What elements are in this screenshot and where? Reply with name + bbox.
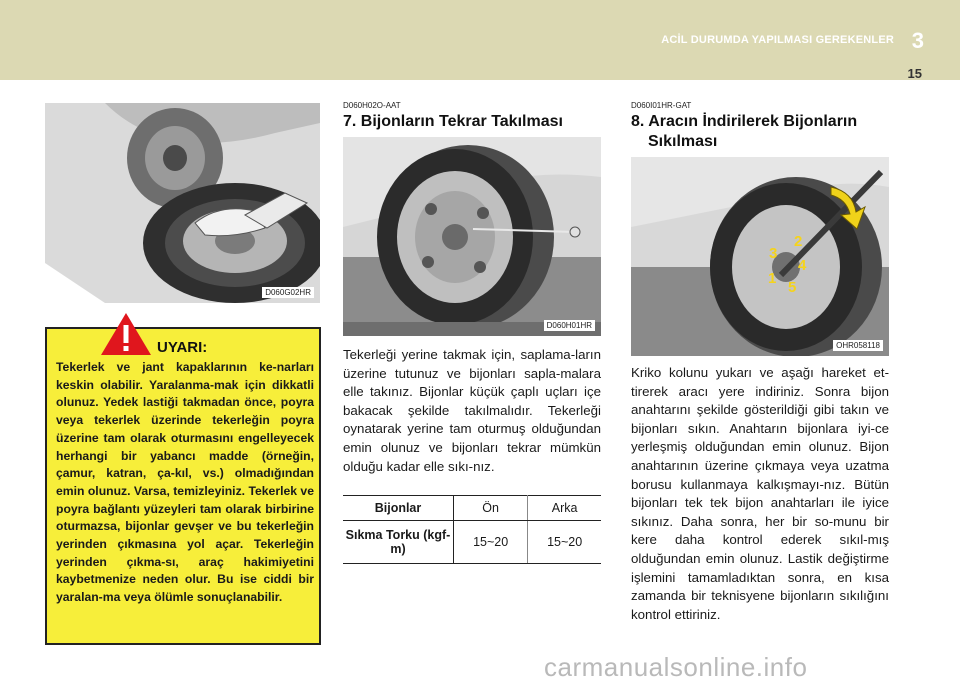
page-number: 15 xyxy=(907,66,922,81)
spare-tire-illustration xyxy=(45,103,320,303)
section7-code: D060H02O-AAT xyxy=(343,101,401,110)
figure-code: D060G02HR xyxy=(262,287,314,298)
figure-code: OHR058118 xyxy=(833,340,883,351)
table-header-front: Ön xyxy=(454,496,528,521)
table-header-bolts: Bijonlar xyxy=(343,496,454,521)
warning-text: Tekerlek ve jant kapaklarının ke-narları keskin olabilir. Yaralanma-mak için dikkatli olunuz. Yedek lastiği takmadan önce, poyra veya tekerlek üzerinde tekerleğin poyra üzerine tam olarak oturmasını engelleyecek herhangi bir yabancı madde (örneğin, çamur, katran, ça-kıl, vs.) olmadığından emin olunuz. Varsa, temizleyiniz. Tekerlek ve poyra bağlantı yüzeyleri tam olarak birbirine oturmazsa, bijonlar gevşer ve bu tekerleğin yerinden çıkmasına yol açar. Tekerleğin yerinden çıkma-sı, araç hakimiyetini kaybetmenize neden olur. Bu ise ciddi bir yaralan-ma veya ölümle sonuçlanabilir. xyxy=(56,360,314,605)
header-band xyxy=(0,0,960,80)
section7-body: Tekerleği yerine takmak için, saplama-ların üzerine tutunuz ve bijonları sapla-malara elle takınız. Bijonlar küçük çaplı uçları içe bakacak şekilde takılmalıdır. Tekerleği oynatarak yerine tam oturmuş olduğundan emin olunuz ve bijonları tekrar mümkün olduğu kadar elle sıkı-nız. xyxy=(343,347,601,474)
section7-title: 7. Bijonların Tekrar Takılması xyxy=(343,113,563,130)
lug-label-2: 2 xyxy=(794,233,803,250)
table-header-rear: Arka xyxy=(528,496,601,521)
figure-code: D060H01HR xyxy=(544,320,595,331)
section8-body: Kriko kolunu yukarı ve aşağı hareket et-tirerek aracı yere indiriniz. Sonra bijon anahtarını şekilde gösterildiği gibi takın ve bijonları sıkın. Anahtarın bijonlara iyi-ce yerleşmiş olduğundan emin olunuz. Bijon anahtarının üzerine çıkmaya veya uzatma borusu kullanmaya kalkışmayı-nız. Bütün bijonları tek tek bijon anahtarları ile iyice sıkınız. Daha sonra, her bir so-munu bir kere daha kontrol ederek sıkıl-mış olduğundan emin olunuz. Lastik değiştirme işlemini tamamladıktan sonra, en kısa zamanda bir teknisyene bijonların sıkılığını kontrol ettiriniz. xyxy=(631,365,889,622)
warning-triangle-icon xyxy=(99,311,153,357)
section8-title-line2: Sıkılması xyxy=(648,133,718,150)
lug-label-3: 3 xyxy=(769,245,778,262)
warning-title: UYARI: xyxy=(157,339,208,356)
lug-label-1: 1 xyxy=(768,270,777,287)
warning-box xyxy=(45,327,321,645)
section8-title-line1: 8. Aracın İndirilerek Bijonların xyxy=(631,113,858,130)
lug-order-illustration xyxy=(631,157,889,356)
torque-table xyxy=(343,495,601,564)
lug-order-figure xyxy=(631,157,889,356)
chapter-title: ACİL DURUMDA YAPILMASI GEREKENLER xyxy=(661,34,894,46)
section8-code: D060I01HR-GAT xyxy=(631,101,692,110)
lug-label-4: 4 xyxy=(798,257,807,274)
lug-label-5: 5 xyxy=(788,279,797,296)
wheel-mount-figure xyxy=(343,137,601,336)
table-row-label: Sıkma Torku (kgf-m) xyxy=(343,521,454,564)
table-cell-rear: 15~20 xyxy=(528,521,601,564)
chapter-number: 3 xyxy=(911,28,924,53)
watermark: carmanualsonline.info xyxy=(544,652,808,682)
wheel-mount-illustration xyxy=(343,137,601,336)
table-cell-front: 15~20 xyxy=(454,521,528,564)
spare-tire-figure xyxy=(45,103,320,303)
